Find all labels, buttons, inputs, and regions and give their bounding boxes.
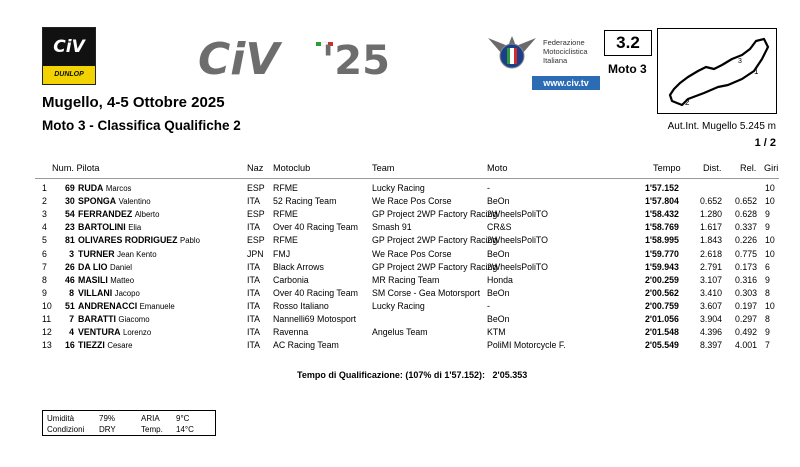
moto: 2WheelsPoliTO — [487, 209, 548, 220]
laps: 10 — [765, 300, 775, 311]
conditions-label: Condizioni — [47, 425, 85, 434]
pilot-surname: MASILI — [78, 274, 108, 285]
lap-time: 1'58.432 — [645, 209, 679, 220]
bike-number: 16 — [65, 340, 75, 351]
laps: 7 — [765, 340, 770, 351]
team: GP Project 2WP Factory Racing — [372, 235, 498, 246]
laps: 8 — [765, 314, 770, 324]
laps: 10 — [765, 183, 775, 193]
motoclub: AC Racing Team — [273, 340, 339, 351]
gap-relative: 0.303 — [735, 287, 758, 298]
bike-number: 46 — [65, 274, 75, 285]
track-label-2: 2 — [685, 98, 690, 107]
gap-distance: 3.410 — [700, 287, 723, 298]
laps: 10 — [765, 235, 775, 246]
lap-time: 2'01.548 — [645, 327, 679, 338]
position: 4 — [42, 222, 47, 233]
moto: - — [487, 300, 490, 311]
position: 6 — [42, 248, 47, 259]
nationality: ITA — [247, 222, 261, 233]
moto: BeOn — [487, 287, 510, 298]
motoclub: Over 40 Racing Team — [273, 287, 358, 298]
motoclub: 52 Racing Team — [273, 196, 337, 207]
position: 8 — [42, 274, 47, 285]
pilot-surname: TURNER — [78, 248, 115, 259]
nationality: ITA — [247, 327, 261, 338]
laps: 9 — [765, 274, 770, 285]
nationality: ITA — [247, 340, 261, 351]
pilot-given-name: Cesare — [107, 341, 133, 351]
gap-relative: 0.173 — [735, 261, 758, 272]
moto: - — [487, 183, 490, 193]
lap-time: 1'57.152 — [645, 183, 679, 193]
pilot-surname: OLIVARES RODRIGUEZ — [78, 235, 178, 246]
motoclub: Over 40 Racing Team — [273, 222, 358, 233]
pilot-name — [78, 249, 157, 259]
table-row — [0, 301, 800, 314]
moto: CR&S — [487, 222, 512, 233]
pilot-given-name: Marcos — [105, 184, 132, 193]
table-row — [0, 235, 800, 248]
event-title: Mugello, 4-5 Ottobre 2025 — [42, 94, 225, 111]
gap-relative: 0.492 — [735, 327, 758, 338]
motoclub: RFME — [273, 209, 298, 220]
motoclub: Black Arrows — [273, 261, 324, 272]
table-row — [0, 209, 800, 222]
laps: 6 — [765, 261, 770, 272]
civ-25-logo — [198, 36, 408, 80]
conditions-value: DRY — [99, 425, 116, 434]
gap-relative: 0.197 — [735, 300, 758, 311]
motoclub: Carbonia — [273, 274, 309, 285]
position: 1 — [42, 183, 47, 193]
moto: BeOn — [487, 248, 510, 259]
gap-distance: 8.397 — [700, 340, 723, 351]
pilot-given-name: Pablo — [180, 236, 200, 246]
humidity-label: Umidità — [47, 414, 75, 423]
civ-brand-text: CiV — [198, 36, 280, 80]
round-number: 3.2 — [604, 30, 652, 56]
col-num-pilota: Num. Pilota — [52, 163, 100, 173]
motoclub: RFME — [273, 183, 298, 193]
position: 10 — [42, 300, 52, 311]
col-rel: Rel. — [740, 163, 757, 173]
laps: 10 — [765, 248, 775, 259]
lap-time: 1'59.943 — [645, 261, 679, 272]
nationality: JPN — [247, 248, 264, 259]
pilot-name — [78, 314, 150, 324]
civ-year-text: '25 — [322, 38, 390, 80]
team: Lucky Racing — [372, 183, 425, 193]
lap-time: 2'00.259 — [645, 274, 679, 285]
bike-number: 23 — [65, 222, 75, 233]
moto: PoliMI Motorcycle F. — [487, 340, 566, 351]
table-row — [0, 340, 800, 353]
bike-number: 81 — [65, 235, 75, 246]
lap-time: 2'01.056 — [645, 314, 679, 324]
gap-distance: 3.904 — [700, 314, 723, 324]
pilot-name — [78, 327, 151, 337]
position: 13 — [42, 340, 52, 351]
lap-time: 1'58.995 — [645, 235, 679, 246]
table-row — [0, 183, 800, 196]
team: SM Corse - Gea Motorsport — [372, 287, 481, 298]
pilot-name — [78, 340, 132, 350]
pilot-name — [78, 183, 131, 193]
website-link[interactable]: www.civ.tv — [532, 76, 600, 90]
track-label-3: 3 — [738, 58, 742, 65]
pilot-given-name: Matteo — [110, 275, 135, 285]
qualifying-time: Tempo di Qualificazione: (107% di 1'57.152): 2'05.353 — [297, 370, 528, 380]
table-row — [0, 196, 800, 209]
bike-number: 4 — [69, 327, 74, 338]
moto: BeOn — [487, 196, 510, 207]
nationality: ITA — [247, 274, 261, 285]
gap-relative: 0.652 — [735, 196, 758, 207]
track-outline-icon — [658, 29, 775, 112]
nationality: ITA — [247, 300, 261, 311]
table-row — [0, 288, 800, 301]
laps: 8 — [765, 287, 770, 298]
gap-relative: 0.628 — [735, 209, 758, 220]
pilot-name — [78, 196, 151, 206]
temp-label: Temp. — [141, 425, 163, 434]
position: 5 — [42, 235, 47, 246]
gap-distance: 0.652 — [700, 196, 723, 207]
pilot-surname: SPONGA — [78, 196, 117, 207]
nationality: ITA — [247, 314, 261, 324]
pilot-surname: RUDA — [78, 183, 104, 193]
moto: BeOn — [487, 314, 510, 324]
table-row — [0, 249, 800, 262]
table-row — [0, 327, 800, 340]
bike-number: 7 — [69, 314, 74, 324]
pilot-name — [78, 222, 141, 232]
col-dist: Dist. — [703, 163, 722, 173]
pilot-given-name: Lorenzo — [122, 328, 152, 338]
pilot-name — [78, 209, 159, 219]
gap-relative: 4.001 — [735, 340, 758, 351]
bike-number: 54 — [65, 209, 75, 220]
bike-number: 51 — [65, 300, 75, 311]
gap-distance: 1.843 — [700, 235, 723, 246]
air-label: ARIA — [141, 414, 160, 423]
lap-time: 1'57.804 — [645, 196, 679, 207]
page-number: 1 / 2 — [754, 137, 776, 149]
pilot-surname: TIEZZI — [78, 340, 105, 351]
bike-number: 30 — [65, 196, 75, 207]
bike-number: 3 — [69, 248, 74, 259]
bike-number: 8 — [69, 287, 74, 298]
pilot-given-name: Giacomo — [118, 315, 150, 324]
civ-logo-text: CiV — [43, 28, 95, 66]
civ-dunlop-logo — [42, 27, 96, 85]
session-title: Moto 3 - Classifica Qualifiche 2 — [42, 118, 241, 133]
pilot-name — [78, 301, 175, 311]
lap-time: 2'05.549 — [645, 340, 679, 351]
team: GP Project 2WP Factory Racing — [372, 261, 498, 272]
table-row — [0, 222, 800, 235]
col-team: Team — [372, 163, 395, 173]
lap-time: 1'59.770 — [645, 248, 679, 259]
col-moto: Moto — [487, 163, 508, 173]
laps: 9 — [765, 327, 770, 338]
position: 3 — [42, 209, 47, 220]
humidity-value: 79% — [99, 414, 116, 423]
gap-distance: 3.107 — [700, 274, 723, 285]
track-map — [657, 28, 777, 114]
pilot-given-name: Emanuele — [139, 301, 175, 311]
table-row — [0, 262, 800, 275]
moto: 2WheelsPoliTO — [487, 235, 548, 246]
circuit-info: Aut.Int. Mugello 5.245 m — [667, 121, 776, 132]
gap-relative: 0.316 — [735, 274, 758, 285]
motoclub: RFME — [273, 235, 298, 246]
gap-relative: 0.226 — [735, 235, 758, 246]
gap-distance: 2.791 — [700, 261, 723, 272]
laps: 10 — [765, 196, 775, 207]
pilot-given-name: Valentino — [118, 197, 151, 207]
gap-relative: 0.297 — [735, 314, 758, 324]
col-naz: Naz — [247, 163, 264, 173]
nationality: ESP — [247, 183, 265, 193]
fmi-emblem-icon — [486, 28, 538, 76]
pilot-name — [78, 235, 200, 245]
weather-box — [42, 410, 216, 436]
pilot-given-name: Jean Kento — [117, 249, 157, 259]
bike-number: 26 — [65, 261, 75, 272]
motoclub: Nannelli69 Motosport — [273, 314, 357, 324]
dunlop-logo-text: DUNLOP — [43, 66, 95, 84]
pilot-name — [78, 288, 140, 298]
moto: 2WheelsPoliTO — [487, 261, 548, 272]
nationality: ITA — [247, 261, 261, 272]
col-motoclub: Motoclub — [273, 163, 311, 173]
header-divider — [35, 178, 779, 179]
position: 9 — [42, 287, 47, 298]
lap-time: 2'00.759 — [645, 300, 679, 311]
laps: 9 — [765, 209, 770, 220]
nationality: ESP — [247, 209, 265, 220]
team: Angelus Team — [372, 327, 428, 338]
pilot-given-name: Alberto — [134, 210, 160, 220]
pilot-name — [78, 262, 132, 272]
team: MR Racing Team — [372, 274, 440, 285]
position: 2 — [42, 196, 47, 207]
gap-distance: 1.280 — [700, 209, 723, 220]
lap-time: 1'58.769 — [645, 222, 679, 233]
nationality: ITA — [247, 196, 261, 207]
pilot-surname: VENTURA — [78, 327, 121, 338]
track-label-1: 1 — [754, 67, 759, 76]
pilot-name — [78, 275, 134, 285]
pilot-surname: DA LIO — [78, 261, 108, 272]
motoclub: FMJ — [273, 248, 291, 259]
temp-value: 14°C — [176, 425, 194, 434]
federation-name: Federazione Motociclistica Italiana — [543, 38, 588, 65]
laps: 9 — [765, 222, 770, 233]
position: 7 — [42, 261, 47, 272]
lap-time: 2'00.562 — [645, 287, 679, 298]
gap-distance: 3.607 — [700, 300, 723, 311]
gap-relative: 0.337 — [735, 222, 758, 233]
gap-distance: 4.396 — [700, 327, 723, 338]
gap-relative: 0.775 — [735, 248, 758, 259]
gap-distance: 2.618 — [700, 248, 723, 259]
team: We Race Pos Corse — [372, 248, 452, 259]
pilot-given-name: Jacopo — [114, 288, 140, 298]
table-row — [0, 275, 800, 288]
pilot-surname: BARTOLINI — [78, 222, 126, 233]
nationality: ITA — [247, 287, 261, 298]
col-giri: Giri — [764, 163, 779, 173]
pilot-surname: FERRANDEZ — [78, 209, 133, 220]
motoclub: Ravenna — [273, 327, 309, 338]
class-label: Moto 3 — [608, 62, 647, 76]
team: We Race Pos Corse — [372, 196, 452, 207]
pilot-surname: ANDRENACCI — [78, 300, 138, 311]
motoclub: Rosso Italiano — [273, 300, 329, 311]
nationality: ESP — [247, 235, 265, 246]
team: GP Project 2WP Factory Racing — [372, 209, 498, 220]
moto: KTM — [487, 327, 506, 338]
pilot-given-name: Daniel — [109, 262, 133, 272]
table-row — [0, 314, 800, 327]
moto: Honda — [487, 274, 513, 285]
team: Smash 91 — [372, 222, 412, 233]
gap-distance: 1.617 — [700, 222, 723, 233]
pilot-given-name: Elia — [128, 223, 142, 233]
position: 12 — [42, 327, 52, 338]
pilot-surname: VILLANI — [78, 287, 113, 298]
air-value: 9°C — [176, 414, 190, 423]
team: Lucky Racing — [372, 300, 425, 311]
bike-number: 69 — [65, 183, 75, 193]
position: 11 — [42, 314, 52, 324]
col-tempo: Tempo — [653, 163, 681, 173]
pilot-surname: BARATTI — [78, 314, 116, 324]
